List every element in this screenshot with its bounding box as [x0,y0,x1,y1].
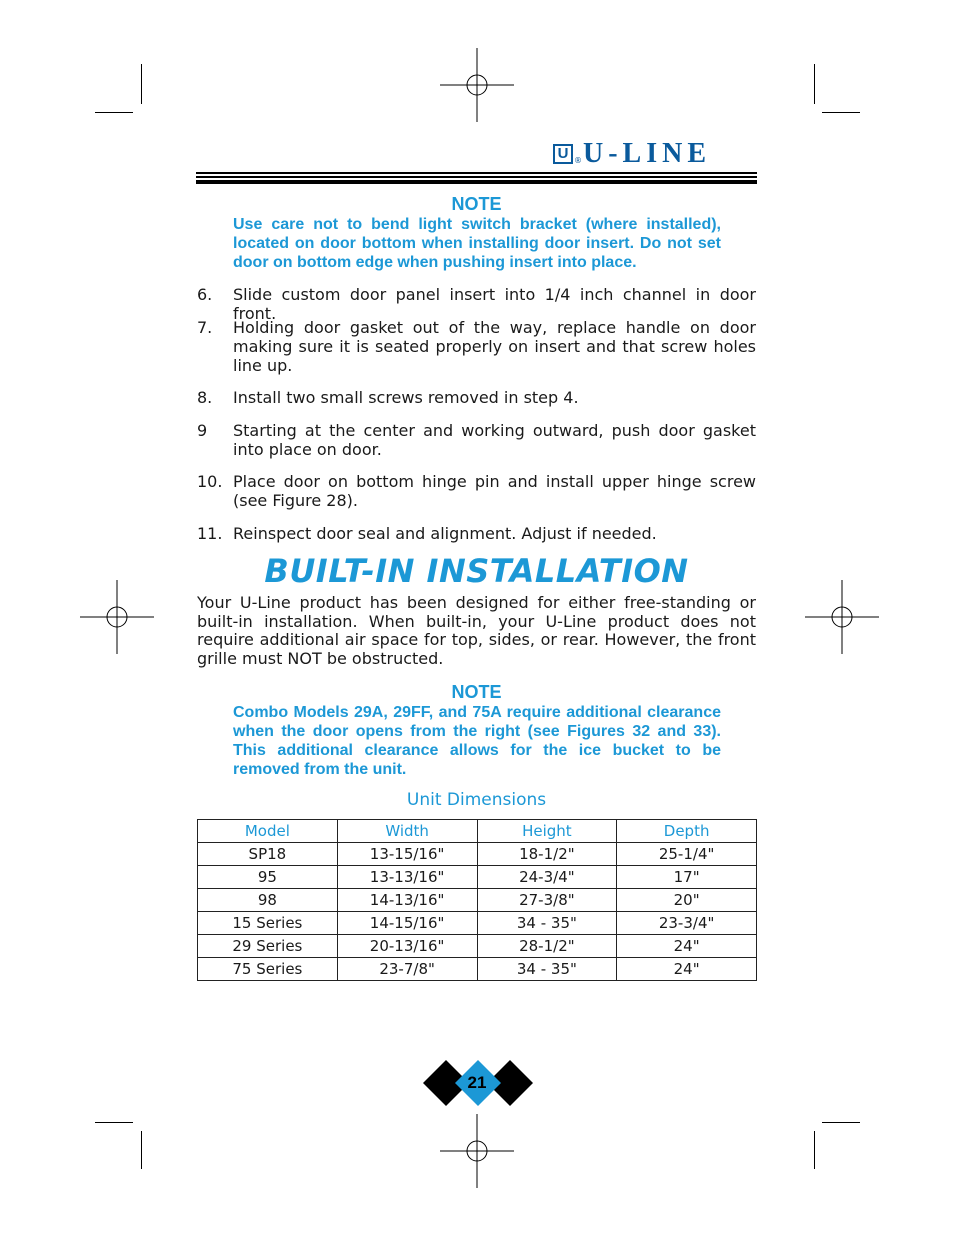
table-row [198,889,757,912]
header-rule [196,176,757,178]
crop-mark [95,112,133,113]
table-cell: 34 - 35" [477,912,617,935]
table-cell: 75 Series [198,958,338,981]
crop-mark [822,112,860,113]
table-cell: 24" [617,935,757,958]
table-cell: 98 [198,889,338,912]
table-cell: 24-3/4" [477,866,617,889]
column-header: Width [337,820,477,843]
list-item [197,472,756,510]
table-cell: SP18 [198,843,338,866]
note-heading: NOTE [451,682,502,702]
crop-mark [814,1131,815,1169]
table-cell: 13-13/16" [337,866,477,889]
table-cell: 23-7/8" [337,958,477,981]
step-text: Install two small screws removed in step 4. [233,388,579,407]
table-title: Unit Dimensions [406,790,547,810]
table-cell: 17" [617,866,757,889]
column-header: Height [477,820,617,843]
dimensions-table [197,819,757,981]
step-number: 8. [197,388,213,407]
table-header-row [198,820,757,843]
logo-mark-icon: U [553,144,573,164]
table-cell: 95 [198,866,338,889]
table-cell: 20" [617,889,757,912]
list-item [197,524,756,543]
column-header: Depth [617,820,757,843]
table-cell: 34 - 35" [477,958,617,981]
step-text: Starting at the center and working outward, push door gasket into place on door. [233,421,756,459]
table-cell: 25-1/4" [617,843,757,866]
page-number: 21 [467,1073,487,1092]
table-row [198,912,757,935]
note-text: Use care not to bend light switch bracket (where installed), located on door bottom when installing door insert. Do not set door on bottom edge when pushing insert into place. [233,216,721,271]
step-number: 10. [197,472,223,491]
list-item [197,388,756,407]
step-text: Place door on bottom hinge pin and install upper hinge screw (see Figure 28). [233,472,756,510]
step-text: Holding door gasket out of the way, replace handle on door making sure it is seated properly on insert and that screw holes line up. [233,318,756,375]
registration-mark-icon [440,1114,514,1188]
table-cell: 28-1/2" [477,935,617,958]
step-text: Reinspect door seal and alignment. Adjust if needed. [233,524,657,543]
table-cell: 27-3/8" [477,889,617,912]
table-row [198,866,757,889]
step-text: Slide custom door panel insert into 1/4 inch channel in door front. [233,285,756,323]
table-cell: 18-1/2" [477,843,617,866]
header-rule [196,172,757,174]
registration-mark-icon [805,580,879,654]
step-number: 7. [197,318,213,337]
crop-mark [822,1122,860,1123]
table-cell: 15 Series [198,912,338,935]
table-cell: 23-3/4" [617,912,757,935]
section-title: BUILT-IN INSTALLATION [264,552,689,590]
crop-mark [95,1122,133,1123]
crop-mark [141,1131,142,1169]
table-cell: 14-15/16" [337,912,477,935]
note-text: Combo Models 29A, 29FF, and 75A require additional clearance when the door opens from the right (see Figures 32 and 33). This additional clearance allows for the ice bucket to be removed from the unit. [233,704,721,778]
table-cell: 14-13/16" [337,889,477,912]
intro-paragraph: Your U-Line product has been designed for either free-standing or built-in installation. When built-in, your U-Line product does not require additional air space for top, sides, or rear. However, the front grille must NOT be obstructed. [197,593,756,668]
brand-logo [553,138,759,169]
note-heading: NOTE [451,194,502,214]
table-cell: 13-15/16" [337,843,477,866]
registration-mark-icon [440,48,514,122]
list-item [197,318,756,375]
table-cell: 24" [617,958,757,981]
step-number: 9 [197,421,208,440]
registered-mark: ® [574,156,582,165]
table-row [198,935,757,958]
registration-mark-icon [80,580,154,654]
step-number: 6. [197,285,213,304]
table-row [198,843,757,866]
table-row [198,958,757,981]
step-number: 11. [197,524,223,543]
table-cell: 20-13/16" [337,935,477,958]
logo-text: U-LINE [583,138,712,169]
column-header: Model [198,820,338,843]
crop-mark [141,64,142,104]
header-rule [196,180,757,184]
list-item [197,421,756,459]
crop-mark [814,64,815,104]
table-cell: 29 Series [198,935,338,958]
